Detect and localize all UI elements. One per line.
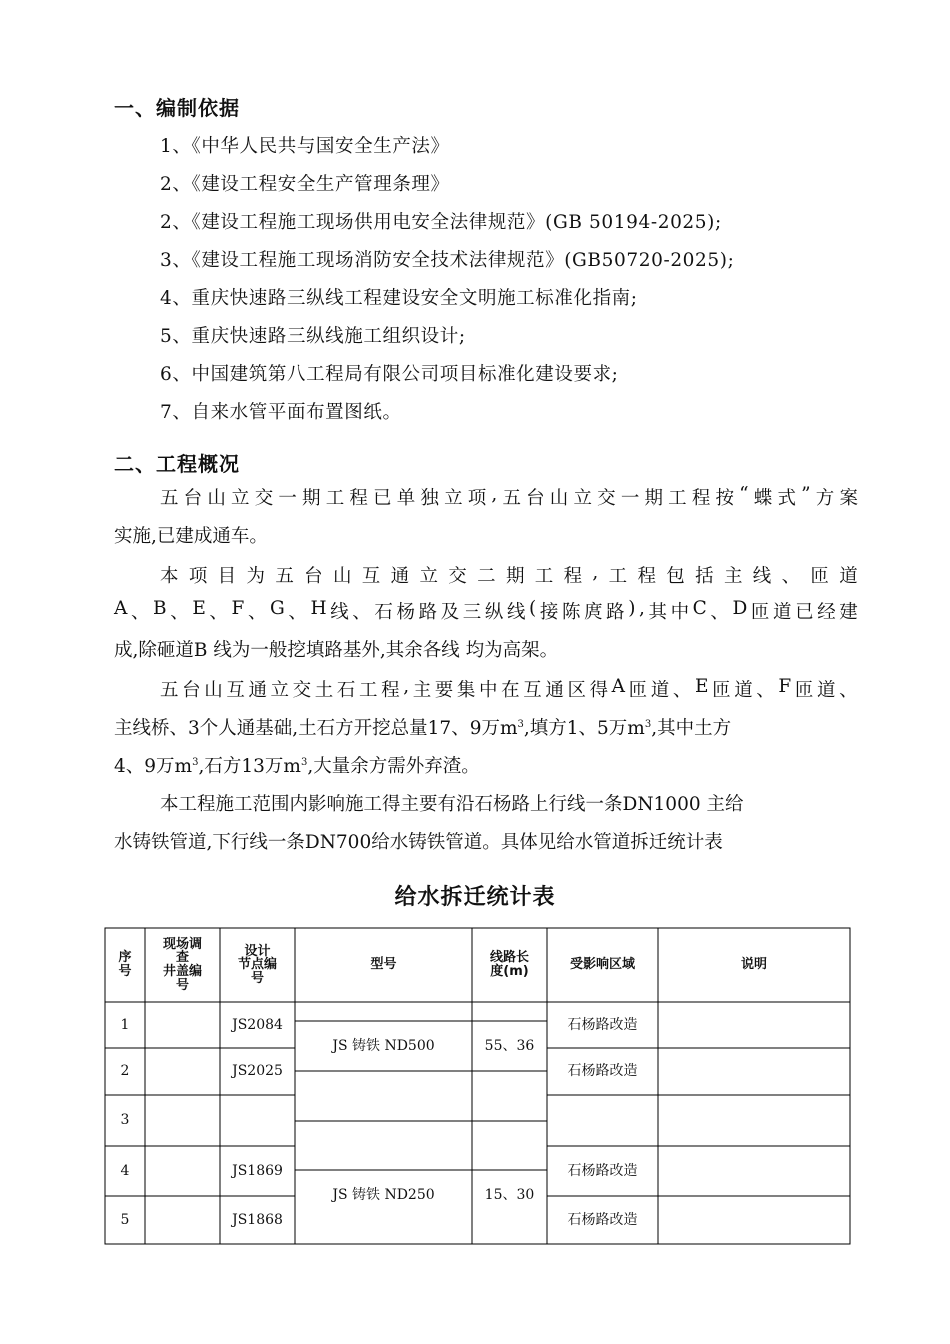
cell-area: 石杨路改造 [567, 1063, 638, 1080]
basis-item: 4、重庆快速路三纵线工程建设安全文明施工标准化指南; [160, 288, 638, 309]
basis-item: 7、自来水管平面布置图纸。 [160, 402, 402, 423]
section1-heading: 一、编制依据 [114, 96, 240, 120]
cell-model: JS 铸铁 ND500 [332, 1037, 435, 1054]
cell-node: JS2084 [232, 1016, 283, 1033]
cell-seq: 1 [120, 1016, 130, 1033]
text-run: 主线桥、3个人通基础,土石方开挖总量17、9万m [114, 718, 518, 739]
basis-item: 2、《建设工程施工现场供用电安全法律规范》(GB 50194-2025); [160, 212, 722, 233]
superscript: 3 [192, 756, 199, 768]
paragraph-line: 本 项 目 为 五 台 山 互 通 立 交 二 期 工 程 , 工 程 包 括 主 线 、 匝 道 [160, 562, 858, 587]
header-seq: 序 号 [118, 950, 132, 979]
basis-item: 3、《建设工程施工现场消防安全技术法律规范》(GB50720-2025); [160, 250, 735, 271]
header-well: 现场调 查 井盖编 号 [162, 936, 202, 993]
cell-area [547, 1095, 658, 1146]
paragraph-line: 成,除砸道B 线为一般挖填路基外,其余各线 均为高架。 [114, 640, 559, 661]
superscript: 3 [300, 756, 308, 768]
header-area: 受影响区域 [569, 957, 635, 973]
cell-node: JS1869 [232, 1162, 283, 1179]
cell-node: JS1868 [232, 1211, 283, 1228]
cell-length: 15、30 [484, 1186, 535, 1203]
paragraph-line: 本工程施工范围内影响施工得主要有沿石杨路上行线一条DN1000 主给 [160, 794, 744, 815]
paragraph-line: A 、 B 、 E 、 F 、 G 、 H 线 、 石 杨 路 及 三 纵 线 ( 接 陈 庹 路 ) , 其 中 C 、 D 匝 道 已 经 建 [114, 598, 858, 623]
table-title: 给水拆迁统计表 [394, 885, 556, 910]
cell-area: 石杨路改造 [567, 1016, 638, 1033]
cell-seq: 3 [120, 1112, 130, 1129]
basis-item: 1、《中华人民共与国安全生产法》 [160, 136, 450, 157]
text-run: ,大量余方需外弃渣。 [307, 756, 480, 777]
cell-seq: 2 [120, 1063, 130, 1080]
cell-area: 石杨路改造 [567, 1211, 638, 1228]
superscript: 3 [644, 718, 652, 730]
header-note: 说明 [740, 957, 767, 973]
cell-node: JS2025 [232, 1063, 283, 1080]
text-run: ,石方13万m [198, 756, 301, 777]
text-run: ,填方1、5万m [523, 718, 645, 739]
text-run: ,其中土方 [651, 718, 732, 739]
header-model: 型号 [370, 957, 397, 973]
header-length: 线路长 度(m) [489, 950, 529, 979]
cell-node [220, 1095, 295, 1146]
superscript: 3 [517, 718, 524, 730]
section2-heading: 二、工程概况 [114, 452, 240, 476]
paragraph-line: 五 台 山 互 通 立 交 土 石 工 程 , 主 要 集 中 在 互 通 区 得 A 匝 道 、 E 匝 道 、 F 匝 道 、 [160, 676, 858, 701]
basis-item: 5、重庆快速路三纵线施工组织设计; [160, 326, 466, 347]
text-run: 4、9万m [114, 756, 193, 777]
paragraph-line: 水铸铁管道,下行线一条DN700给水铸铁管道。具体见给水管道拆迁统计表 [114, 832, 723, 853]
cell-length: 55、36 [484, 1037, 535, 1054]
paragraph-line: 实施,已建成通车。 [114, 526, 268, 547]
cell-seq: 4 [120, 1162, 130, 1179]
cell-seq: 5 [120, 1211, 130, 1228]
basis-item: 6、中国建筑第八工程局有限公司项目标准化建设要求; [160, 364, 619, 385]
paragraph-line: 五 台 山 立 交 一 期 工 程 已 单 独 立 项 , 五 台 山 立 交 一 期 工 程 按 “ 蝶 式 ” 方 案 [160, 484, 858, 509]
cell-model: JS 铸铁 ND250 [332, 1186, 435, 1203]
cell-area: 石杨路改造 [567, 1162, 638, 1179]
header-node: 设计 节点编 号 [237, 943, 277, 986]
basis-item: 2、《建设工程安全生产管理条理》 [160, 174, 450, 195]
